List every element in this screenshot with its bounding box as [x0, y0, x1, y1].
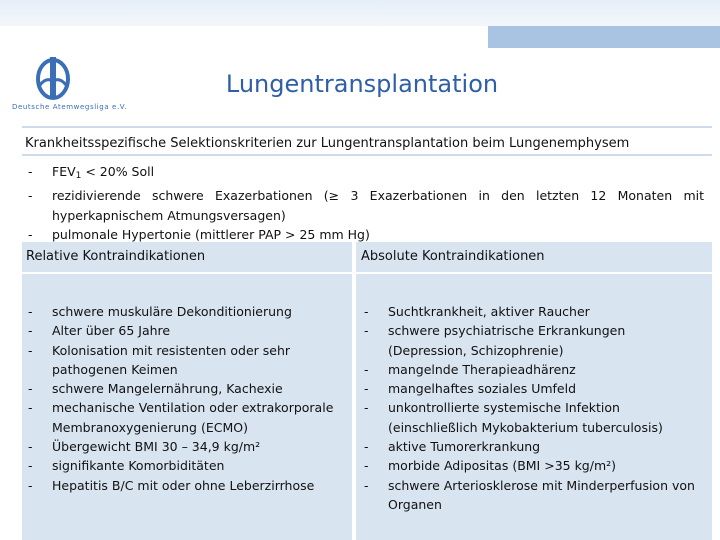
list-item: - $FEV_1 < 20\%$ Soll	[28, 164, 155, 181]
divider	[22, 272, 352, 274]
criteria-heading: Krankheitsspezifische Selektionskriterien zur Lungentransplantation beim Lungenemphysem	[25, 136, 630, 151]
top-accent-bar	[488, 26, 720, 48]
list-item: - Kolonisation mit resistenten oder sehr pathogenen Keimen	[28, 342, 291, 377]
list-item: - Alter über 65 Jahre	[28, 323, 171, 339]
list-item: - rezidivierende schwere Exazerbationen (≥ 3 Exazerbationen in den letzten 12 Monaten mit hyperkapnischem Atmungsversagen)	[28, 188, 704, 223]
list-item: - schwere Arteriosklerose mit Minderperfusion von Organen	[364, 477, 695, 512]
relative-list	[28, 302, 344, 495]
list-item: - mangelhaftes soziales Umfeld	[364, 381, 577, 397]
list-item: - Übergewicht BMI 30 – 34,9 kg/m²	[28, 439, 261, 455]
list-item: - mangelnde Therapieadhärenz	[364, 361, 576, 377]
list-item: - pulmonale Hypertonie (mittlerer PAP > 25 mm Hg)	[28, 226, 370, 242]
relative-header	[22, 242, 352, 272]
list-item: - schwere Mangelernährung, Kachexie	[28, 381, 283, 397]
list-item: - aktive Tumorerkrankung	[364, 439, 541, 455]
divider	[22, 126, 712, 128]
list-item: - morbide Adipositas (BMI >35 kg/m²)	[364, 458, 617, 474]
list-item: - Hepatitis B/C mit oder ohne Leberzirrhose	[28, 477, 315, 493]
top-banner	[0, 0, 720, 26]
list-item: - schwere psychiatrische Erkrankungen (Depression, Schizophrenie)	[364, 323, 626, 358]
criteria-list	[28, 162, 704, 244]
list-item: - mechanische Ventilation oder extrakorporale Membranoxygenierung (ECMO)	[28, 400, 334, 435]
column-divider	[352, 242, 356, 540]
logo-caption: Deutsche Atemwegsliga e.V.	[12, 103, 128, 111]
divider	[356, 272, 712, 274]
list-item: - signifikante Komorbiditäten	[28, 458, 225, 474]
absolute-heading: Absolute Kontraindikationen	[361, 249, 545, 264]
page-title: Lungentransplantation	[225, 70, 499, 98]
absolute-header	[356, 242, 712, 272]
relative-heading: Relative Kontraindikationen	[26, 249, 206, 264]
list-item: - schwere muskuläre Dekonditionierung	[28, 304, 292, 319]
list-item: - Suchtkrankheit, aktiver Raucher	[364, 304, 590, 319]
absolute-list	[364, 302, 706, 514]
list-item: - unkontrollierte systemische Infektion (einschließlich Mykobakterium tuberculosis)	[364, 400, 663, 435]
divider	[22, 154, 712, 156]
